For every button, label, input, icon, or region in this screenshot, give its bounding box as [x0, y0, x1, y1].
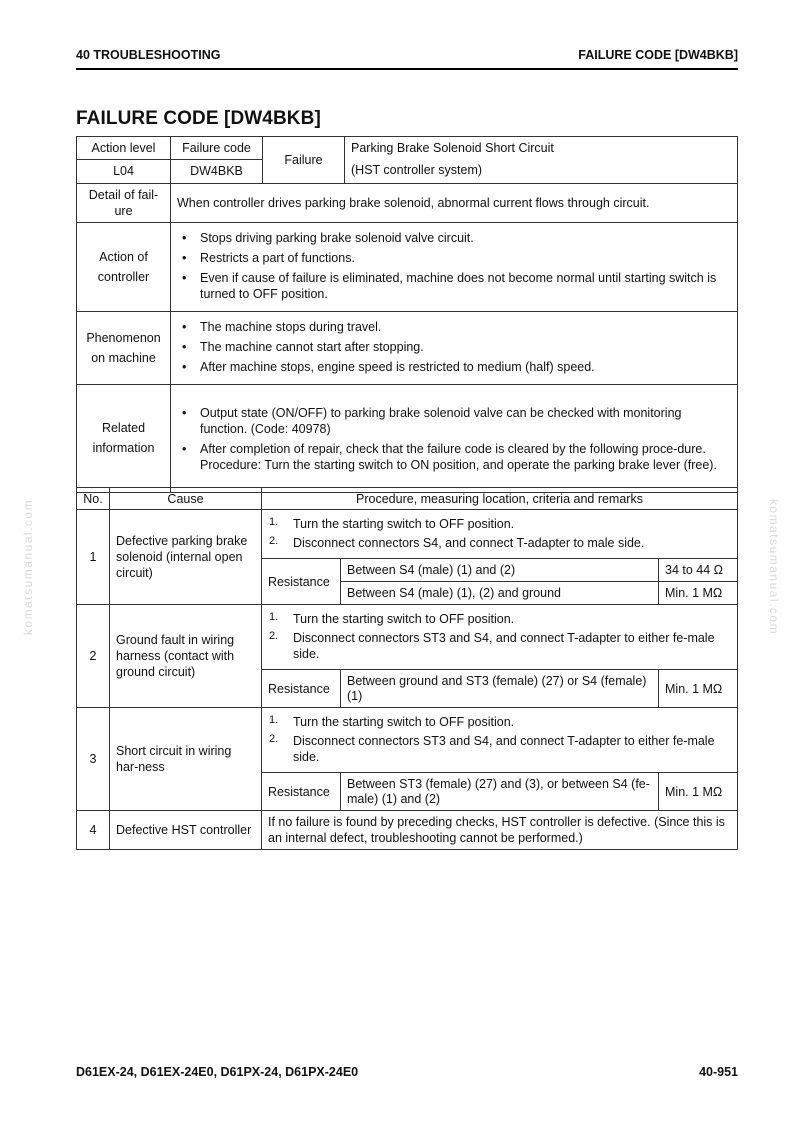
- failure-code-value: DW4BKB: [171, 159, 263, 183]
- measure-value: 34 to 44 Ω: [659, 559, 738, 582]
- related-item: • Output state (ON/OFF) to parking brake solenoid valve can be checked with monitoring function. (Code: 40978): [178, 405, 730, 437]
- step-item: 2. Disconnect connectors ST3 and S4, and connect T-adapter to either fe-male side.: [269, 630, 715, 661]
- action-item: • Even if cause of failure is eliminated, machine does not become normal until starting switch is turned to OFF position.: [178, 270, 730, 302]
- failure-header: Failure: [263, 137, 345, 184]
- step-item: 1. Turn the starting switch to OFF position.: [269, 714, 515, 729]
- phenomenon-label: Phenomenon on machine: [77, 311, 171, 384]
- footer-models: D61EX-24, D61EX-24E0, D61PX-24, D61PX-24E0: [76, 1065, 359, 1079]
- page-number: 40-951: [699, 1065, 738, 1079]
- resistance-label: Resistance: [262, 559, 341, 605]
- step-item: 1. Turn the starting switch to OFF position.: [269, 516, 515, 531]
- row-cause: Short circuit in wiring har-ness: [110, 708, 262, 811]
- watermark-left: komatsumanual.com: [21, 498, 36, 636]
- measure-location: Between ST3 (female) (27) and (3), or between S4 (fe-male) (1) and (2): [341, 773, 659, 811]
- cause-table: [76, 487, 738, 850]
- row-cause: Defective parking brake solenoid (internal open circuit): [110, 510, 262, 605]
- action-level-header: Action level: [77, 137, 171, 160]
- page-title: FAILURE CODE [DW4BKB]: [76, 108, 321, 129]
- watermark-right: komatsumanual.com: [767, 498, 782, 636]
- phenomenon-cell: [171, 311, 738, 384]
- header-rule: [76, 68, 738, 70]
- related-cell: [171, 384, 738, 492]
- step-item: 1. Turn the starting switch to OFF position.: [269, 611, 515, 626]
- header-section: 40 TROUBLESHOOTING: [76, 48, 221, 62]
- row-cause: Defective HST controller: [110, 811, 262, 850]
- row-no: 1: [77, 510, 110, 605]
- action-cell: [171, 222, 738, 311]
- action-item: • Stops driving parking brake solenoid valve circuit.: [178, 230, 730, 246]
- resistance-label: Resistance: [262, 773, 341, 811]
- failure-code-header: Failure code: [171, 137, 263, 160]
- action-level-value: L04: [77, 159, 171, 183]
- action-label: Action of controller: [77, 222, 171, 311]
- row-cause: Ground fault in wiring harness (contact with ground circuit): [110, 605, 262, 708]
- row-no: 3: [77, 708, 110, 811]
- header-code: FAILURE CODE [DW4BKB]: [578, 48, 738, 62]
- col-no-header: No.: [77, 488, 110, 510]
- col-cause-header: Cause: [110, 488, 262, 510]
- detail-text: When controller drives parking brake solenoid, abnormal current flows through circuit.: [171, 183, 738, 222]
- detail-label: Detail of fail-ure: [77, 183, 171, 222]
- failure-info-table: [76, 136, 738, 493]
- row-no: 2: [77, 605, 110, 708]
- page-header: [76, 48, 738, 68]
- row-no: 4: [77, 811, 110, 850]
- related-item: • After completion of repair, check that the failure code is cleared by the following proce-dure.: [178, 441, 730, 457]
- related-procedure: Procedure: Turn the starting switch to ON position, and operate the parking brake lever (free).: [200, 458, 717, 472]
- step-item: 2. Disconnect connectors S4, and connect T-adapter to male side.: [269, 535, 645, 550]
- measure-location: Between S4 (male) (1), (2) and ground: [341, 582, 659, 605]
- related-label: Related information: [77, 384, 171, 492]
- failure-title: Parking Brake Solenoid Short Circuit: [345, 137, 738, 160]
- phenomenon-item: • The machine cannot start after stopping.: [178, 339, 730, 355]
- action-item: • Restricts a part of functions.: [178, 250, 730, 266]
- row-steps: [262, 708, 738, 773]
- measure-value: Min. 1 MΩ: [659, 773, 738, 811]
- row-remark: If no failure is found by preceding checks, HST controller is defective. (Since this is an internal defect, troubleshooting cannot be performed.): [262, 811, 738, 850]
- measure-location: Between ground and ST3 (female) (27) or S4 (female) (1): [341, 670, 659, 708]
- failure-subtitle: (HST controller system): [345, 159, 738, 183]
- measure-value: Min. 1 MΩ: [659, 582, 738, 605]
- row-steps: [262, 605, 738, 670]
- resistance-label: Resistance: [262, 670, 341, 708]
- phenomenon-item: • After machine stops, engine speed is restricted to medium (half) speed.: [178, 359, 730, 375]
- measure-value: Min. 1 MΩ: [659, 670, 738, 708]
- measure-location: Between S4 (male) (1) and (2): [341, 559, 659, 582]
- col-procedure-header: Procedure, measuring location, criteria and remarks: [262, 488, 738, 510]
- phenomenon-item: • The machine stops during travel.: [178, 319, 730, 335]
- row-steps: [262, 510, 738, 559]
- step-item: 2. Disconnect connectors ST3 and S4, and connect T-adapter to either fe-male side.: [269, 733, 715, 764]
